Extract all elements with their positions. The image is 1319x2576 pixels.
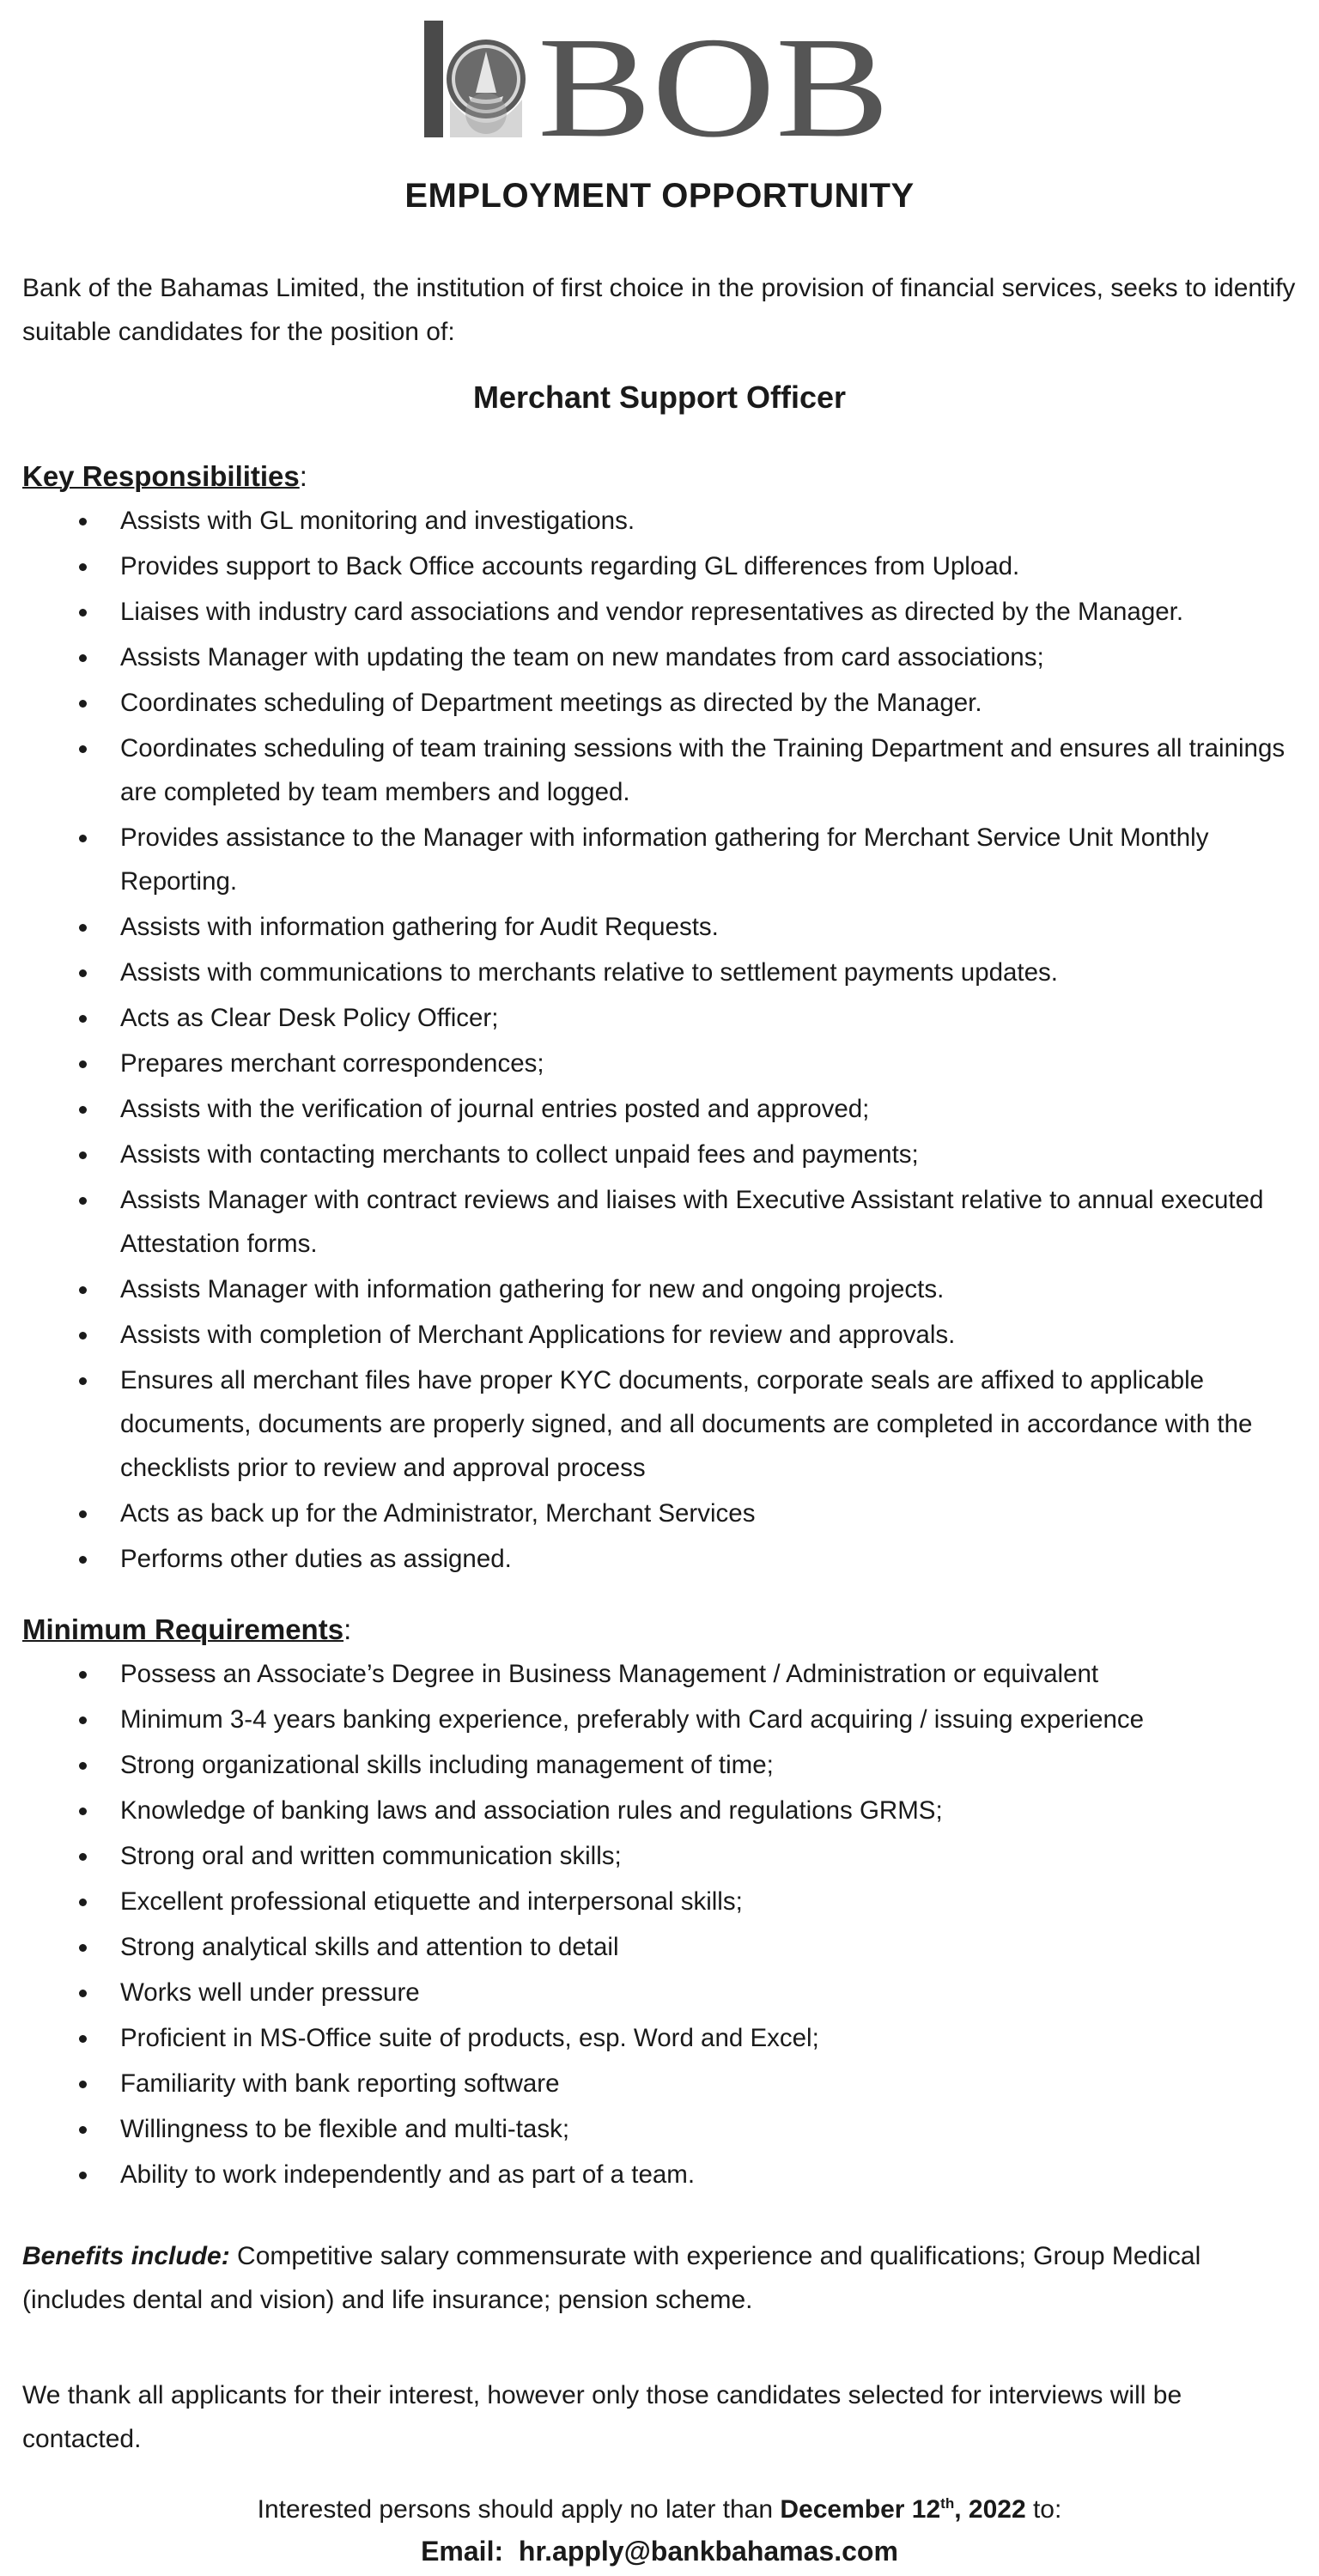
list-item: Strong analytical skills and attention to detail — [22, 1924, 1297, 1970]
deadline-date: December 12th, 2022 — [780, 2495, 1026, 2524]
email-label: Email: — [421, 2536, 504, 2567]
list-item: Liaises with industry card associations and vendor representatives as directed by the Manager. — [22, 589, 1297, 635]
list-item: Acts as back up for the Administrator, Merchant Services — [22, 1491, 1297, 1536]
list-item: Ability to work independently and as part of a team. — [22, 2152, 1297, 2197]
apply-email-line — [22, 2530, 1297, 2572]
bullet-icon — [79, 2172, 87, 2179]
bullet-icon — [79, 1899, 87, 1906]
bullet-icon — [79, 2081, 87, 2088]
bob-logo — [424, 17, 905, 146]
bank-emblem-icon — [424, 17, 905, 146]
bullet-icon — [79, 1807, 87, 1815]
intro-paragraph: Bank of the Bahamas Limited, the institution of first choice in the provision of financial services, seeks to identify suitable candidates for the position of: — [22, 274, 1296, 346]
list-item: Prepares merchant correspondences; — [22, 1041, 1297, 1086]
bullet-icon — [79, 1286, 87, 1294]
list-item: Acts as Clear Desk Policy Officer; — [22, 995, 1297, 1041]
requirements-heading: Minimum Requirements: — [22, 1613, 352, 1645]
requirements-section — [22, 1608, 1297, 2197]
list-item: Provides support to Back Office accounts regarding GL differences from Upload. — [22, 544, 1297, 589]
bullet-icon — [79, 1510, 87, 1518]
list-item: Coordinates scheduling of team training sessions with the Training Department and ensures all trainings are completed by team members and logged. — [22, 726, 1297, 815]
bullet-icon — [79, 1197, 87, 1205]
list-item: Assists Manager with information gathering for new and ongoing projects. — [22, 1267, 1297, 1312]
responsibilities-heading: Key Responsibilities: — [22, 460, 307, 492]
bullet-icon — [79, 1332, 87, 1340]
list-item: Proficient in MS-Office suite of products, esp. Word and Excel; — [22, 2015, 1297, 2061]
responsibilities-list — [22, 498, 1297, 1582]
requirements-list — [22, 1651, 1297, 2197]
list-item: Assists Manager with updating the team on new mandates from card associations; — [22, 635, 1297, 680]
list-item: Excellent professional etiquette and interpersonal skills; — [22, 1879, 1297, 1924]
apply-deadline-line: Interested persons should apply no later than December 12th, 2022 to: — [257, 2495, 1062, 2524]
list-item: Strong oral and written communication skills; — [22, 1833, 1297, 1879]
thanks-paragraph: We thank all applicants for their interest, however only those candidates selected for interviews will be contacted. — [22, 2381, 1182, 2453]
bullet-icon — [79, 1106, 87, 1114]
bullet-icon — [79, 1060, 87, 1068]
bullet-icon — [79, 1015, 87, 1023]
bullet-icon — [79, 745, 87, 753]
bullet-icon — [79, 1556, 87, 1564]
bullet-icon — [79, 1853, 87, 1861]
bullet-icon — [79, 654, 87, 662]
list-item: Assists with GL monitoring and investigations. — [22, 498, 1297, 544]
list-item: Familiarity with bank reporting software — [22, 2061, 1297, 2106]
list-item: Works well under pressure — [22, 1970, 1297, 2015]
benefits-lead: Benefits include: — [22, 2242, 230, 2270]
list-item: Knowledge of banking laws and association rules and regulations GRMS; — [22, 1788, 1297, 1833]
bullet-icon — [79, 1944, 87, 1952]
position-title: Merchant Support Officer — [472, 380, 847, 415]
bullet-icon — [79, 1671, 87, 1679]
bullet-icon — [79, 1377, 87, 1385]
email-link[interactable]: hr.apply@bankbahamas.com — [518, 2536, 898, 2567]
list-item: Assists with communications to merchants relative to settlement payments updates. — [22, 950, 1297, 995]
logo-text: BOB — [538, 17, 890, 146]
list-item: Assists with information gathering for Audit Requests. — [22, 904, 1297, 950]
list-item: Assists with contacting merchants to collect unpaid fees and payments; — [22, 1132, 1297, 1177]
list-item: Willingness to be flexible and multi-task; — [22, 2106, 1297, 2152]
benefits-paragraph — [22, 2234, 1297, 2322]
bullet-icon — [79, 835, 87, 842]
bullet-icon — [79, 924, 87, 932]
apply-section — [22, 2483, 1297, 2572]
list-item: Assists with the verification of journal entries posted and approved; — [22, 1086, 1297, 1132]
list-item: Performs other duties as assigned. — [22, 1536, 1297, 1582]
page-title: EMPLOYMENT OPPORTUNITY — [404, 177, 915, 215]
bullet-icon — [79, 1990, 87, 1997]
bullet-icon — [79, 1151, 87, 1159]
list-item: Coordinates scheduling of Department meetings as directed by the Manager. — [22, 680, 1297, 726]
list-item: Assists with completion of Merchant Applications for review and approvals. — [22, 1312, 1297, 1358]
list-item: Minimum 3-4 years banking experience, preferably with Card acquiring / issuing experience — [22, 1697, 1297, 1742]
list-item: Possess an Associate’s Degree in Business Management / Administration or equivalent — [22, 1651, 1297, 1697]
bullet-icon — [79, 2035, 87, 2043]
list-item: Assists Manager with contract reviews and liaises with Executive Assistant relative to annual executed Attestation forms. — [22, 1177, 1297, 1267]
bullet-icon — [79, 1762, 87, 1770]
bullet-icon — [79, 609, 87, 617]
bullet-icon — [79, 969, 87, 977]
benefits-text: Competitive salary commensurate with experience and qualifications; Group Medical (includes dental and vision) and life insurance; pension scheme. — [22, 2242, 1201, 2314]
bullet-icon — [79, 563, 87, 571]
list-item: Provides assistance to the Manager with information gathering for Merchant Service Unit Monthly Reporting. — [22, 815, 1297, 904]
bullet-icon — [79, 700, 87, 708]
bullet-icon — [79, 2126, 87, 2134]
bullet-icon — [79, 1716, 87, 1724]
bullet-icon — [79, 518, 87, 526]
responsibilities-section — [22, 455, 1297, 1582]
list-item: Ensures all merchant files have proper KYC documents, corporate seals are affixed to applicable documents, documents are properly signed, and all documents are completed in accordance with the checklists prior to review and approval process — [22, 1358, 1297, 1491]
list-item: Strong organizational skills including management of time; — [22, 1742, 1297, 1788]
